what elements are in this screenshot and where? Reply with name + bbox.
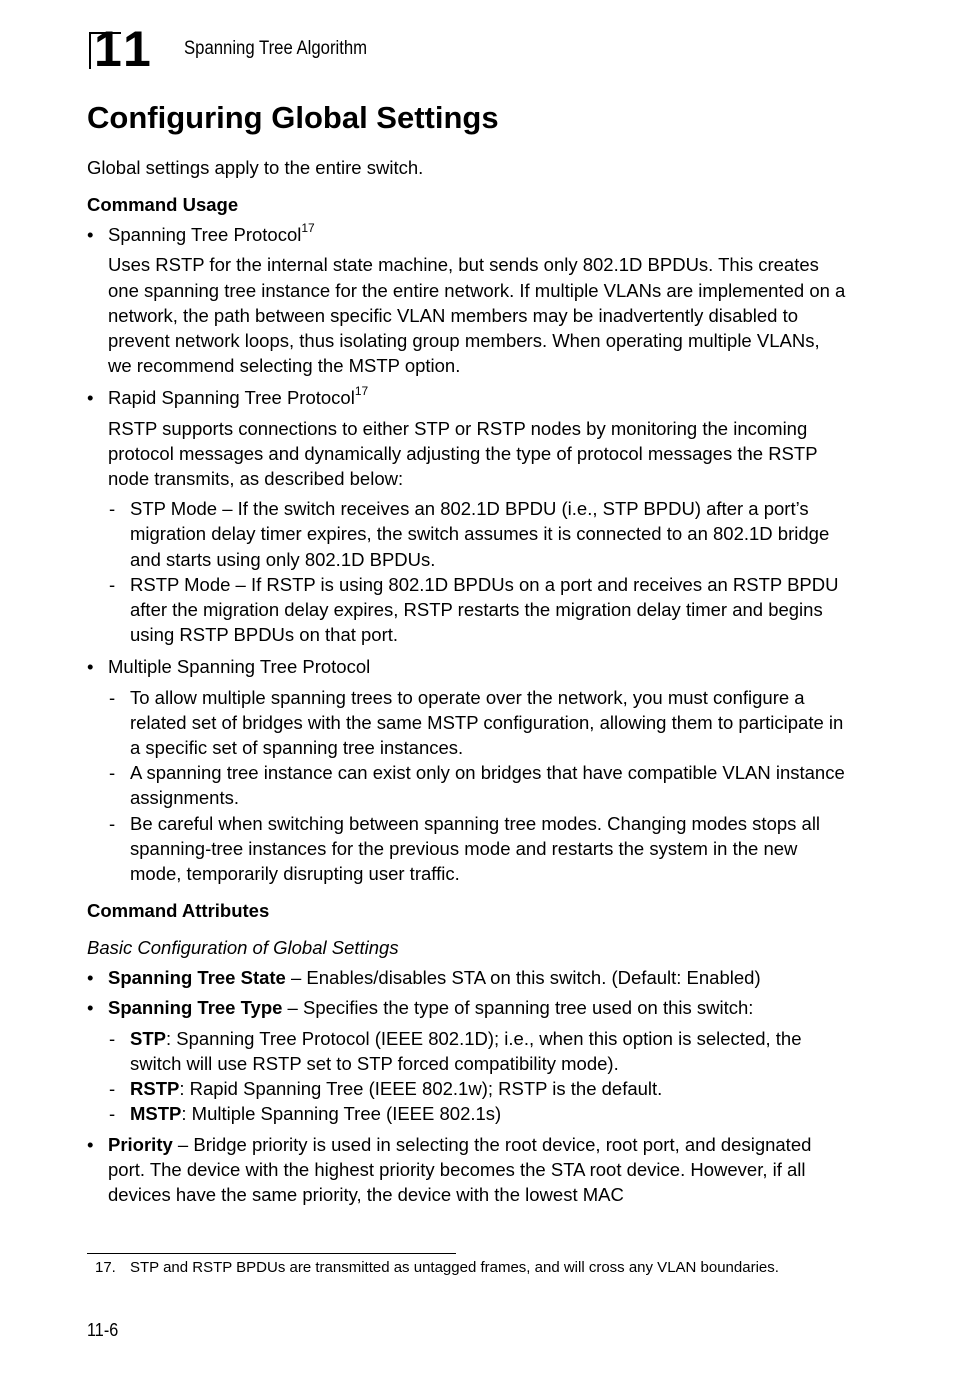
mstp-item: - Be careful when switching between spanning tree modes. Changing modes stops all spanning-tree instances for the previous mode and restarts the system in the new mode, temporarily disrupting user traffic. xyxy=(87,811,847,887)
mstp-item: - To allow multiple spanning trees to operate over the network, you must configure a related set of bridges with the same MSTP configuration, allowing them to participate in a specific set of spanning tree instances. xyxy=(87,685,847,761)
attr-term: Spanning Tree State xyxy=(108,967,286,989)
rstp-description: RSTP supports connections to either STP or RSTP nodes by monitoring the incoming protocol messages and dynamically adjusting the type of protocol messages the RSTP node transmits, as described below: xyxy=(108,417,818,490)
attr-description: – Enables/disables STA on this switch. (Default: Enabled) xyxy=(285,967,761,989)
attr-spanning-tree-state xyxy=(87,965,847,990)
bullet-mstp: • Multiple Spanning Tree Protocol xyxy=(87,654,847,679)
rstp-item-rstp-mode: - RSTP Mode – If RSTP is using 802.1D BPDUs on a port and receives an RSTP BPDU after the migration delay expires, RSTP restarts the migration delay timer and begins using RSTP BPDUs on that port. xyxy=(87,572,847,648)
option-term: MSTP xyxy=(130,1103,182,1125)
footnote-text: STP and RSTP BPDUs are transmitted as untagged frames, and will cross any VLAN boundaries. xyxy=(130,1259,779,1276)
attr-priority xyxy=(87,1132,847,1208)
bullet-rstp xyxy=(87,385,847,410)
page-title: Configuring Global Settings xyxy=(87,100,499,135)
command-usage-heading: Command Usage xyxy=(87,194,239,216)
type-option-mstp xyxy=(87,1101,847,1126)
attr-description: – Bridge priority is used in selecting the root device, root port, and designated port. The device with the highest priority becomes the STA root device. However, if all devices have the same priority, the device with the lowest MAC xyxy=(108,1133,812,1205)
chapter-number: 11 xyxy=(94,21,155,77)
option-description: : Spanning Tree Protocol (IEEE 802.1D); i.e., when this option is selected, the switch will use RSTP set to STP forced compatibility mode). xyxy=(130,1027,802,1074)
type-option-stp xyxy=(87,1026,847,1076)
page-number: 11-6 xyxy=(87,1320,119,1340)
footnote-divider xyxy=(87,1253,456,1254)
type-option-rstp xyxy=(87,1076,847,1101)
mstp-item: - A spanning tree instance can exist only on bridges that have compatible VLAN instance assignments. xyxy=(87,760,847,810)
bullet-label: Spanning Tree Protocol xyxy=(108,224,302,246)
option-description: : Multiple Spanning Tree (IEEE 802.1s) xyxy=(181,1103,502,1125)
footnote xyxy=(95,1258,815,1277)
option-description: : Rapid Spanning Tree (IEEE 802.1w); RSTP is the default. xyxy=(179,1078,663,1100)
command-attributes-heading: Command Attributes xyxy=(87,900,270,922)
footnote-ref: 17 xyxy=(354,384,369,399)
footnote-ref: 17 xyxy=(301,221,315,236)
basic-config-subheading: Basic Configuration of Global Settings xyxy=(87,937,399,959)
attr-term: Spanning Tree Type xyxy=(108,997,283,1019)
attr-description: – Specifies the type of spanning tree used on this switch: xyxy=(282,997,754,1019)
option-term: STP xyxy=(130,1027,166,1049)
rstp-item-stp-mode: - STP Mode – If the switch receives an 802.1D BPDU (i.e., STP BPDU) after a port’s migration delay timer expires, the switch assumes it is connected to an 802.1D bridge and starts using only 802.1D BPDUs. xyxy=(87,496,847,572)
attr-term: Priority xyxy=(108,1133,173,1155)
option-term: RSTP xyxy=(130,1078,180,1100)
stp-description: Uses RSTP for the internal state machine, but sends only 802.1D BPDUs. This creates one spanning tree instance for the entire network. If multiple VLANs are implemented on a network, the path between specific VLAN members may be inadvertently disabled to prevent network loops, thus isolating group members. When operating multiple VLANs, we recommend selecting the MSTP option. xyxy=(108,254,846,377)
bullet-label: Rapid Spanning Tree Protocol xyxy=(108,387,355,409)
intro-paragraph: Global settings apply to the entire switch. xyxy=(87,157,424,178)
attr-spanning-tree-type xyxy=(87,995,847,1020)
running-head: Spanning Tree Algorithm xyxy=(184,38,368,59)
page-content xyxy=(87,98,847,1207)
bullet-stp xyxy=(87,222,847,247)
footnote-number: 17. xyxy=(95,1259,116,1276)
